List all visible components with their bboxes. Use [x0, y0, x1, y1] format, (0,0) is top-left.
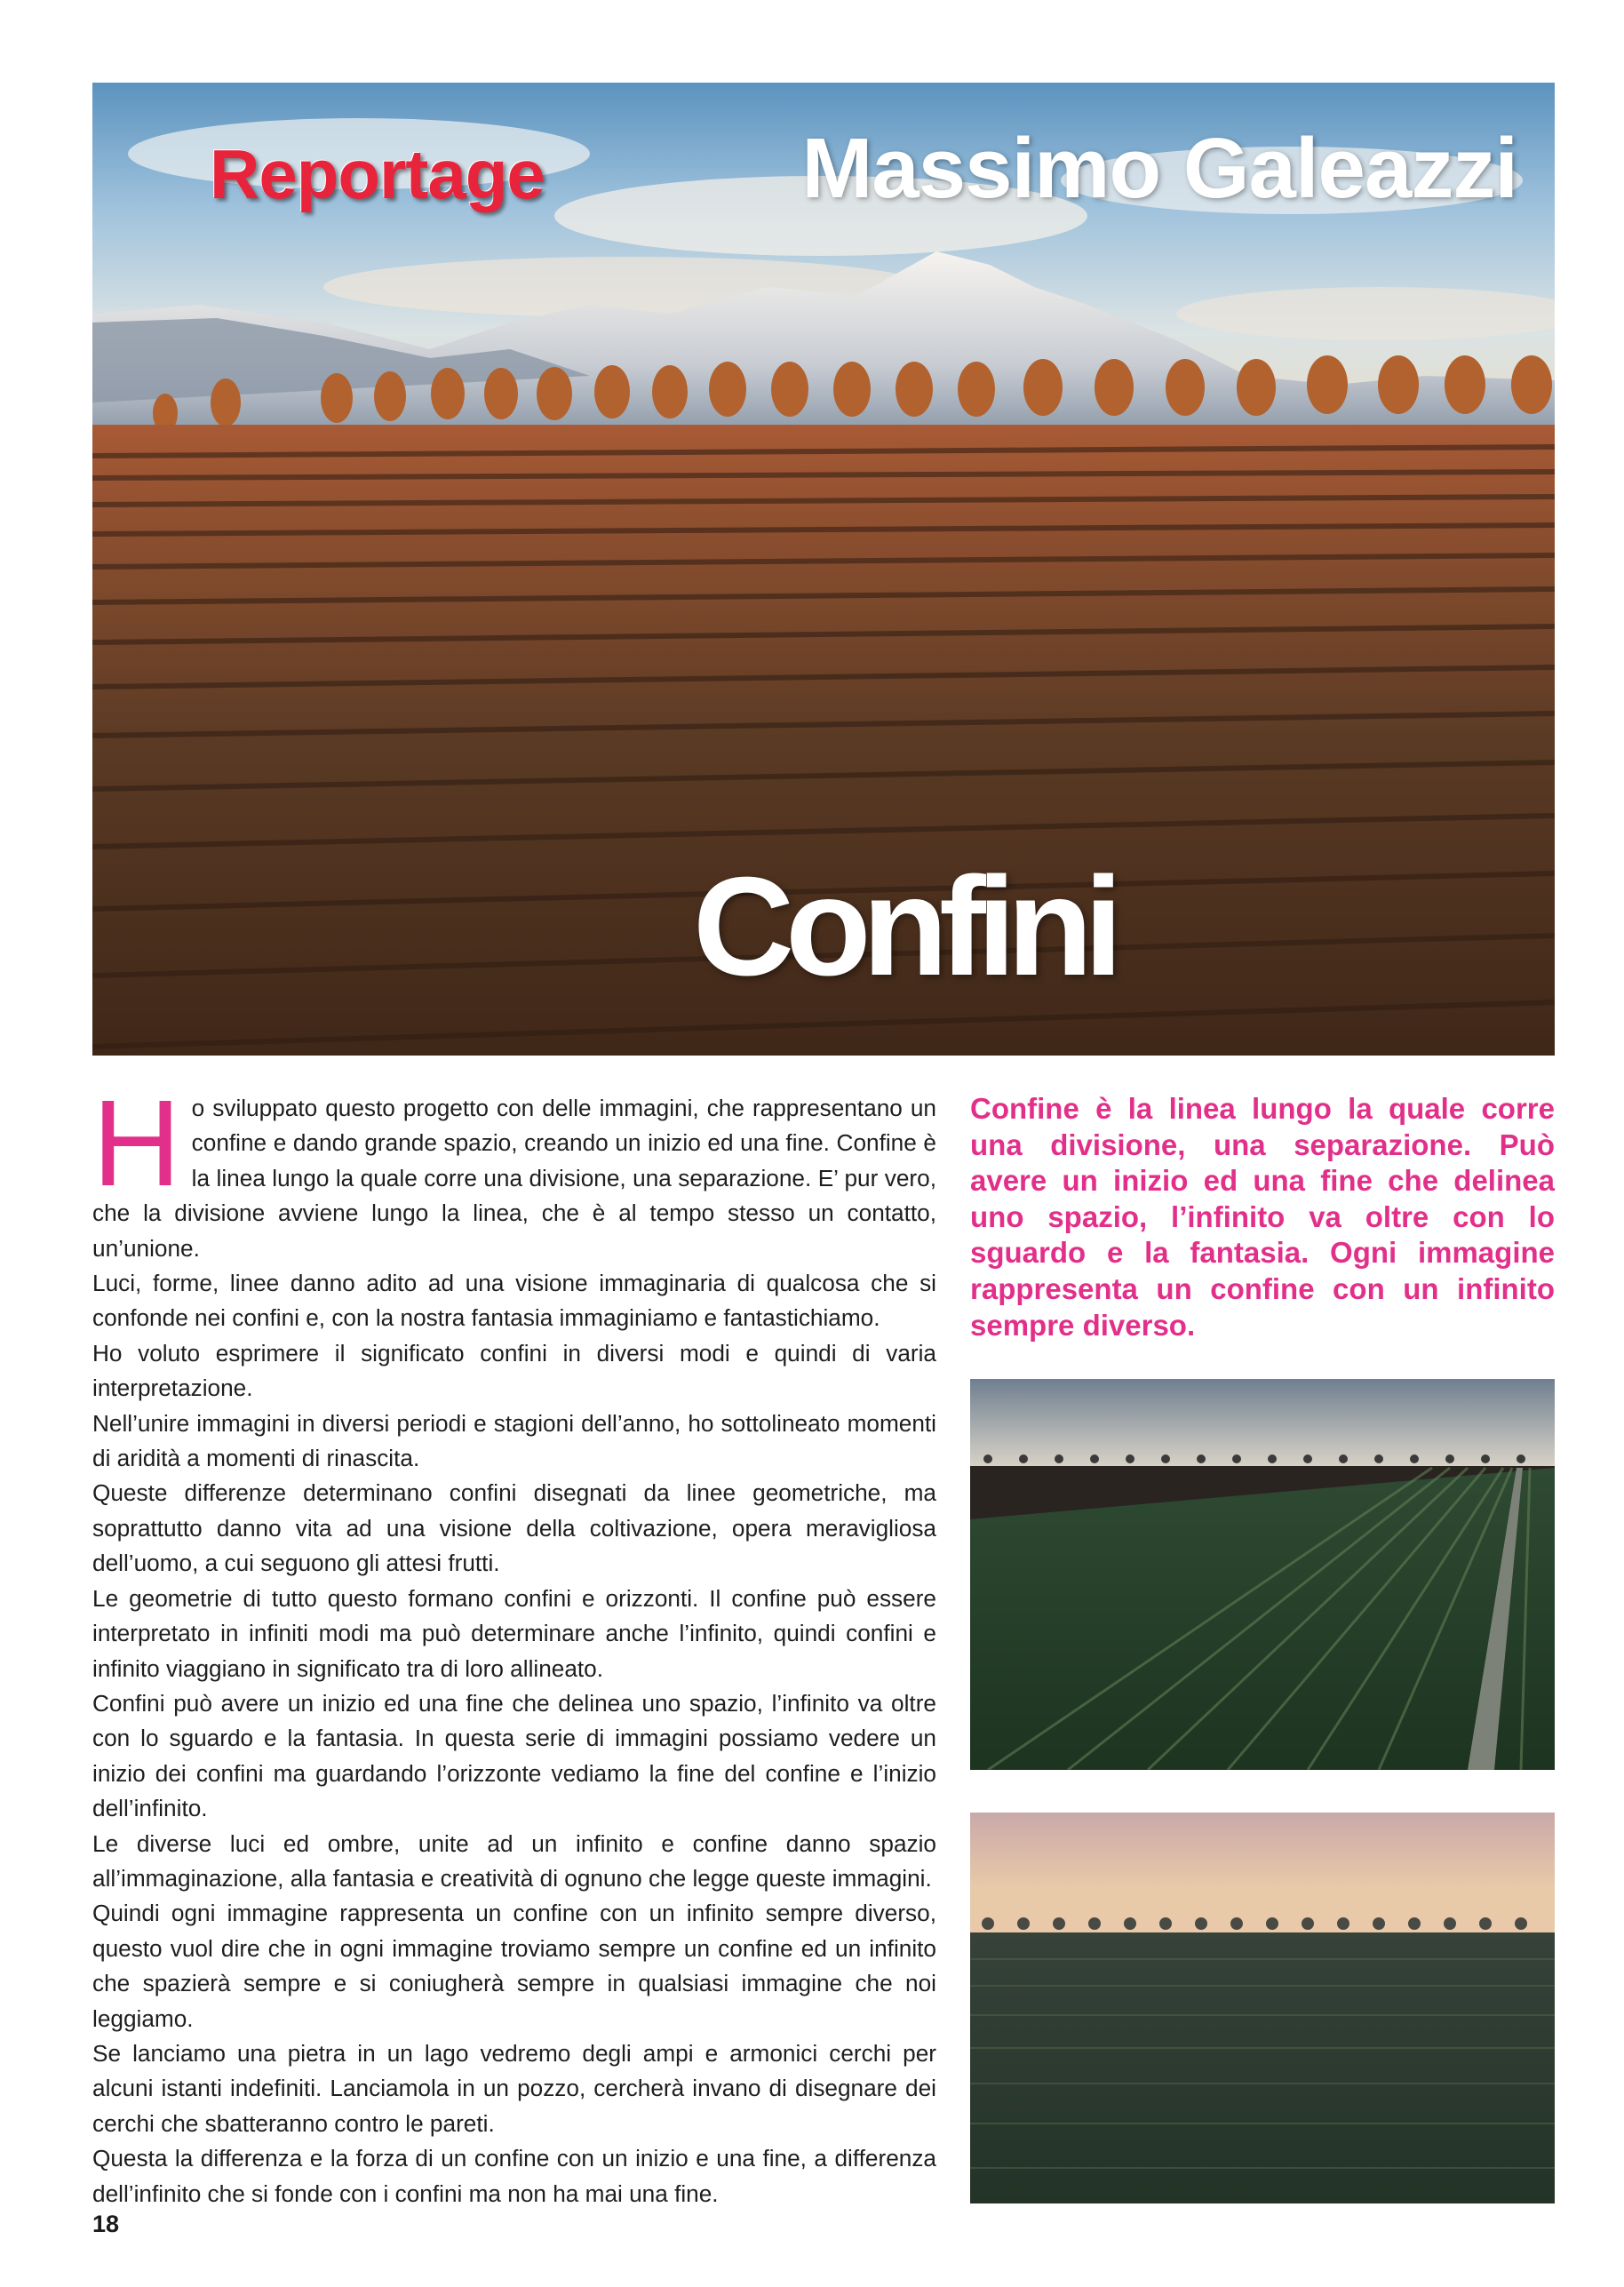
horizon-photo-icon	[970, 1813, 1555, 2203]
article-body	[92, 1075, 936, 2211]
paragraph: Questa la differenza e la forza di un confine con un inizio e una fine, a differenza dell’infinito che si fonde con i confini ma non ha mai una fine.	[92, 2145, 936, 2207]
field-photo-2	[970, 1813, 1555, 2203]
paragraph: Quindi ogni immagine rappresenta un confine con un infinito sempre diverso, questo vuol dire che in ogni immagine troviamo sempre un confine ed un infinito che spazierà sempre e si coniugherà sempre in qualsiasi immagine che noi leggiamo.	[92, 1900, 936, 2032]
page-number: 18	[92, 2211, 120, 2237]
hero-photo	[92, 83, 1555, 1056]
paragraph: Luci, forme, linee danno adito ad una visione immaginaria di qualcosa che si confonde nei confini e, con la nostra fantasia immaginiamo e fantastichiamo.	[92, 1270, 936, 1332]
crop-field-photo-icon	[970, 1379, 1555, 1770]
section-kicker: Reportage	[210, 135, 545, 213]
field-photo-1	[970, 1379, 1555, 1770]
paragraph: Le diverse luci ed ombre, unite ad un infinito e confine danno spazio all’immaginazione, alla fantasia e creatività di ognuno che legge queste immagini.	[92, 1829, 936, 1892]
author-name: Massimo Galeazzi	[801, 121, 1517, 216]
paragraph: Le geometrie di tutto questo formano confini e orizzonti. Il confine può essere interpretato in infiniti modi ma può determinare anche l’infinito, quindi confini e infinito viaggiano in significato tra di loro allineato.	[92, 1584, 936, 1682]
paragraph: Confini può avere un inizio ed una fine che delinea uno spazio, l’infinito va oltre con lo sguardo e la fantasia. In questa serie di immagini possiamo vedere un inizio dei confini ma guardando l’orizzonte vediamo la fine del confine e l’inizio dell’infinito.	[92, 1689, 936, 1822]
paragraph: o sviluppato questo progetto con delle immagini, che rappresentano un confine e dando grande spazio, creando un inizio ed una fine. Confine è la linea lungo la quale corre una divisione, una separazione. E’ pur vero, che la divisione avviene lungo la linea, che è al tempo stesso un contatto, un’unione.	[92, 1095, 936, 1262]
paragraph: Nell’unire immagini in diversi periodi e stagioni dell’anno, ho sottolineato momenti di aridità a momenti di rinascita.	[92, 1409, 936, 1472]
article-title: Confini	[692, 849, 1115, 1005]
drop-cap: H	[92, 1075, 181, 1212]
paragraph: Se lanciamo una pietra in un lago vedremo degli ampi e armonici cerchi per alcuni istanti indefiniti. Lanciamola in un pozzo, cercherà invano di disegnare dei cerchi che sbatteranno contro le pareti.	[92, 2039, 936, 2137]
paragraph: Queste differenze determinano confini disegnati da linee geometriche, ma soprattutto danno vita ad una visione della coltivazione, opera meravigliosa dell’uomo, a cui seguono gli attesi frutti.	[92, 1479, 936, 1577]
pull-quote: Confine è la linea lungo la quale corre una divisione, una separazione. Può avere un inizio ed una fine che delinea uno spazio, l’infinito va oltre con lo sguardo e la fantasia. Ogni immagine rappresenta un confine con un infinito sempre diverso.	[970, 1092, 1555, 1342]
paragraph: Ho voluto esprimere il significato confini in diversi modi e quindi di varia interpretazione.	[92, 1339, 936, 1402]
